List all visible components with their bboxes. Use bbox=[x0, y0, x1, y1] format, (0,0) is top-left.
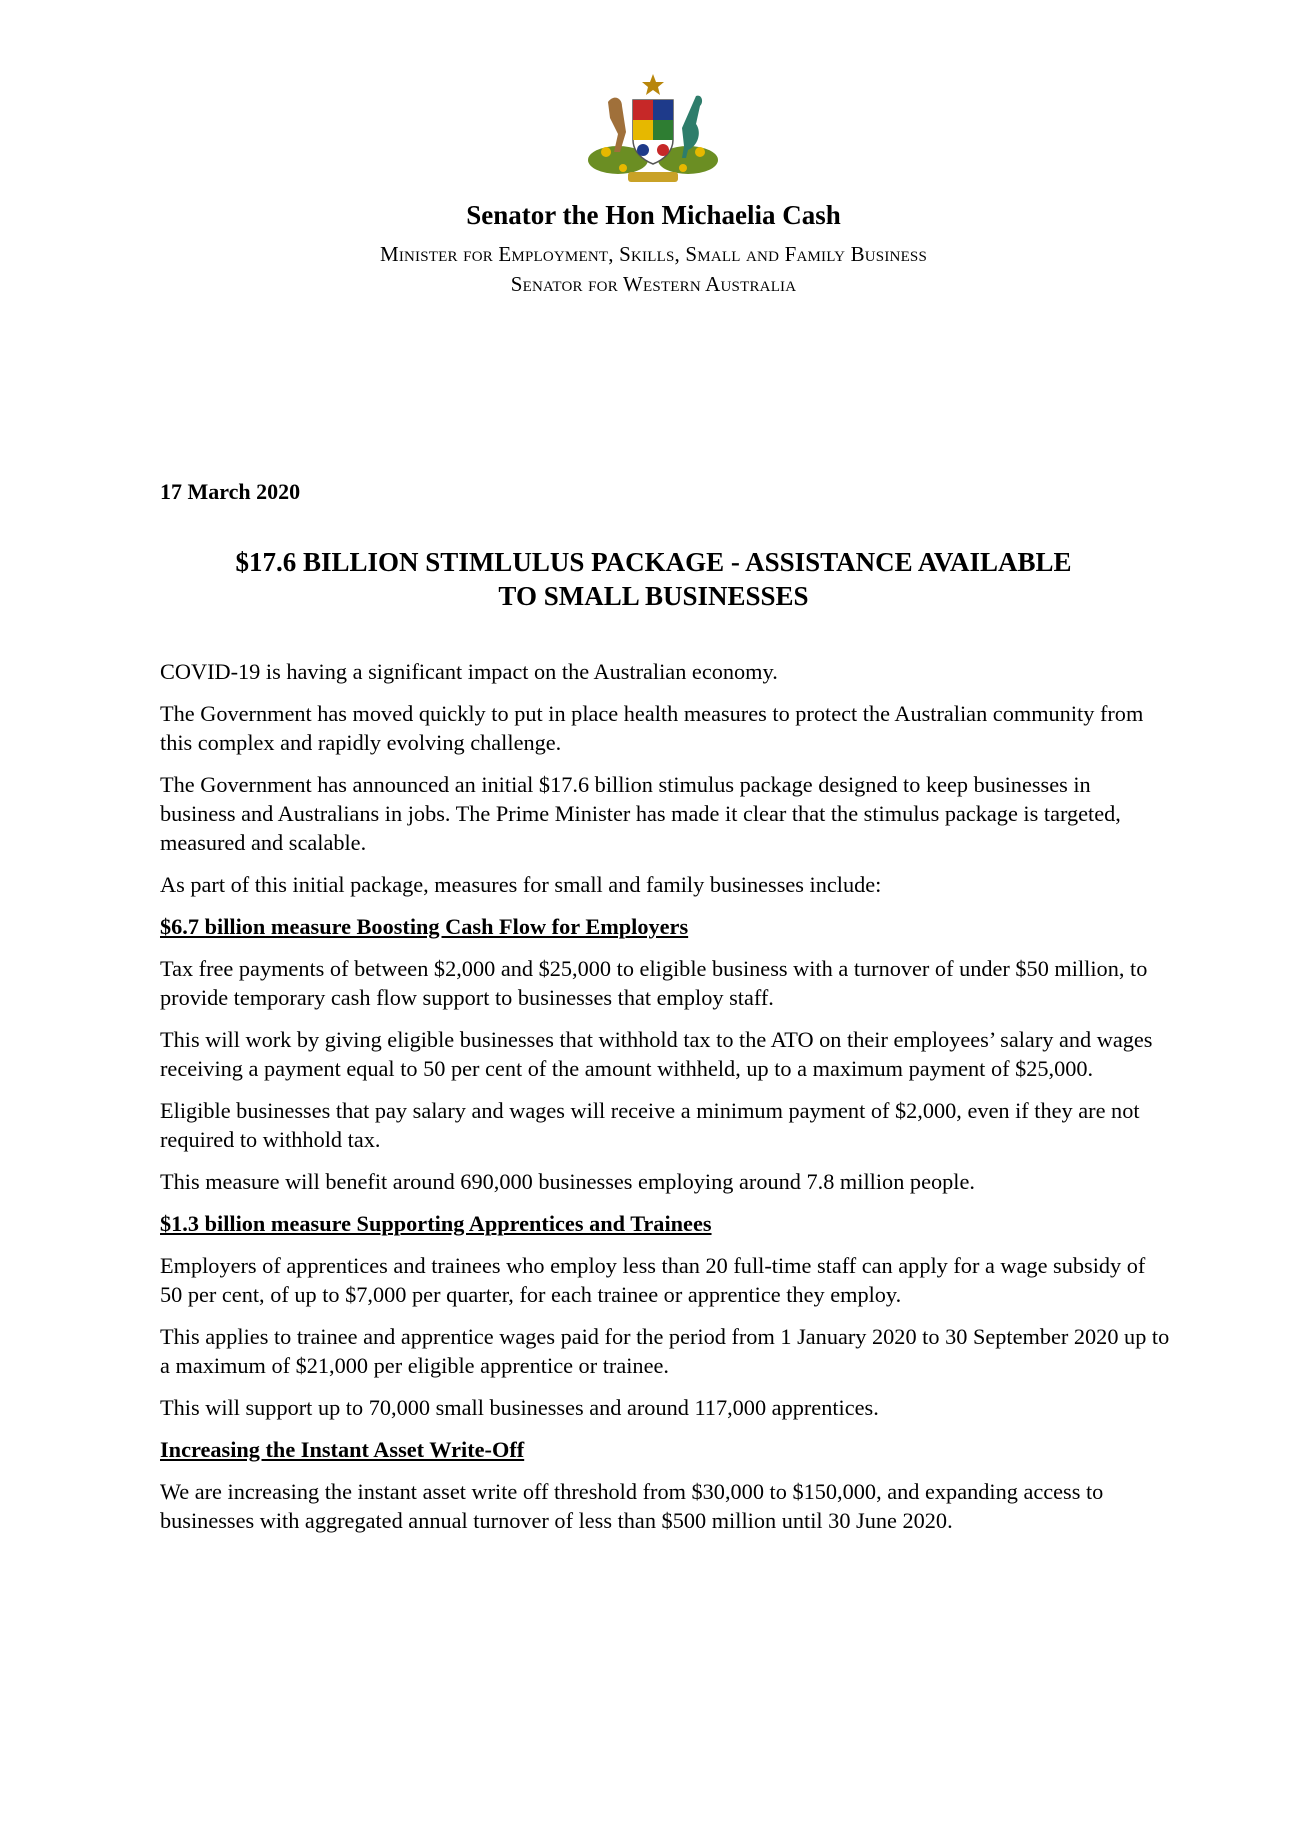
paragraph-benefit: This measure will benefit around 690,000 businesses employing around 7.8 million people. bbox=[160, 1169, 975, 1194]
headline bbox=[100, 545, 1207, 613]
paragraph-measures-intro: As part of this initial package, measures for small and family businesses include: bbox=[160, 872, 882, 897]
section-heading-cash-flow: $6.7 billion measure Boosting Cash Flow for Employers bbox=[160, 914, 689, 939]
paragraph-withhold-tax: This will work by giving eligible businesses that withhold tax to the ATO on their employees’ salary and wages receiving a payment equal to 50 per cent of the amount withheld, up to a maximum payment of $25,000. bbox=[160, 1027, 1153, 1081]
paragraph-stimulus: The Government has announced an initial $17.6 billion stimulus package designed to keep businesses in business and Australians in jobs. The Prime Minister has made it clear that the stimulus package is targeted, measured and scalable. bbox=[160, 772, 1121, 855]
minister-title: Minister for Employment, Skills, Small and Family Business bbox=[379, 242, 928, 266]
headline-line-1: $17.6 BILLION STIMLULUS PACKAGE - ASSISTANCE AVAILABLE bbox=[235, 547, 1072, 577]
paragraph-intro: COVID-19 is having a significant impact on the Australian economy. bbox=[160, 659, 778, 684]
paragraph-period: This applies to trainee and apprentice wages paid for the period from 1 January 2020 to 30 September 2020 up to a maximum of $21,000 per eligible apprentice or trainee. bbox=[160, 1324, 1170, 1378]
paragraph-threshold: We are increasing the instant asset write off threshold from $30,000 to $150,000, and expanding access to businesses with aggregated annual turnover of less than $500 million until 30 June 2020. bbox=[160, 1479, 1104, 1533]
paragraph-tax-free-payments: Tax free payments of between $2,000 and $25,000 to eligible business with a turnover of under $50 million, to provide temporary cash flow support to businesses that employ staff. bbox=[160, 956, 1148, 1010]
minister-name: Senator the Hon Michaelia Cash bbox=[466, 200, 841, 230]
body-text bbox=[160, 657, 1170, 1548]
section-heading-asset-write-off: Increasing the Instant Asset Write-Off bbox=[160, 1437, 525, 1462]
senator-title: Senator for Western Australia bbox=[510, 272, 797, 296]
paragraph-support: This will support up to 70,000 small businesses and around 117,000 apprentices. bbox=[160, 1395, 879, 1420]
paragraph-wage-subsidy: Employers of apprentices and trainees who employ less than 20 full-time staff can apply for a wage subsidy of 50 per cent, of up to $7,000 per quarter, for each trainee or apprentice they employ. bbox=[160, 1253, 1146, 1307]
paragraph-minimum-payment: Eligible businesses that pay salary and wages will receive a minimum payment of $2,000, even if they are not required to withhold tax. bbox=[160, 1098, 1140, 1152]
paragraph-health-measures: The Government has moved quickly to put in place health measures to protect the Australian community from this complex and rapidly evolving challenge. bbox=[160, 701, 1144, 755]
headline-line-2: TO SMALL BUSINESSES bbox=[498, 581, 809, 611]
coat-of-arms-icon bbox=[578, 72, 728, 192]
release-date: 17 March 2020 bbox=[160, 479, 301, 504]
section-heading-apprentices: $1.3 billion measure Supporting Apprentices and Trainees bbox=[160, 1211, 712, 1236]
